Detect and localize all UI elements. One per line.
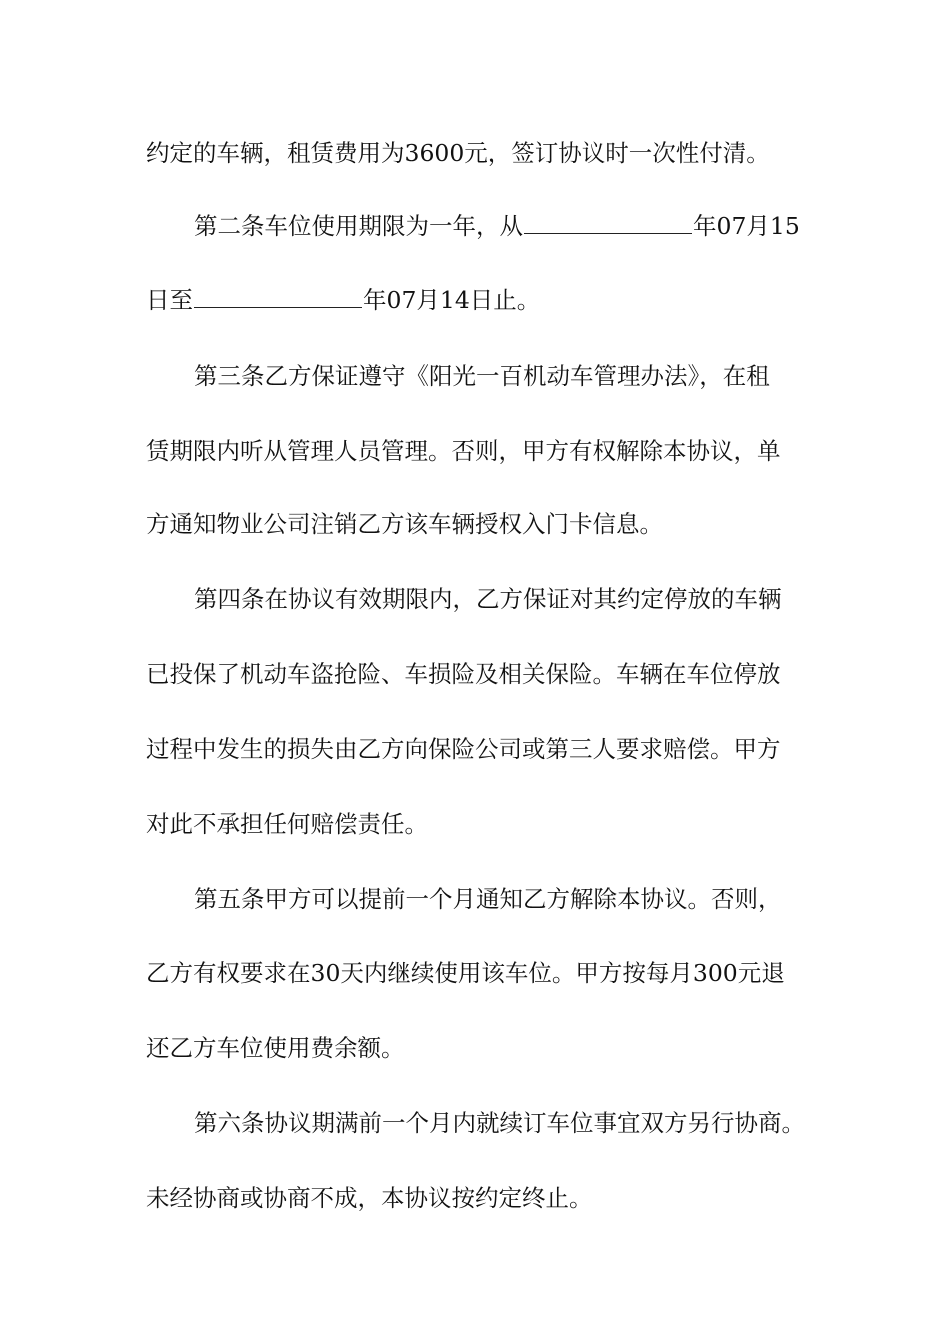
text-line: 未经协商或协商不成，本协议按约定终止。 [146,1184,593,1212]
text-line: 第四条在协议有效期限内，乙方保证对其约定停放的车辆 [194,585,782,613]
text-line: 过程中发生的损失由乙方向保险公司或第三人要求赔偿。甲方 [146,735,781,763]
blank-line [524,213,692,234]
text-line: 第三条乙方保证遵守《阳光一百机动车管理办法》，在租 [194,362,770,390]
text-line: 第五条甲方可以提前一个月通知乙方解除本协议。否则， [194,885,782,913]
text-line: 还乙方车位使用费余额。 [146,1034,405,1062]
text-segment: 年07月14日止。 [363,286,541,314]
text-line: 方通知物业公司注销乙方该车辆授权入门卡信息。 [146,510,663,538]
text-segment: 日至 [146,286,193,314]
blank-line [194,287,362,308]
text-line: 对此不承担任何赔偿责任。 [146,810,428,838]
text-line: 赁期限内听从管理人员管理。否则，甲方有权解除本协议，单 [146,437,781,465]
text-line: 已投保了机动车盗抢险、车损险及相关保险。车辆在车位停放 [146,660,781,688]
text-segment: 年07月15 [693,212,800,240]
text-line: 乙方有权要求在30天内继续使用该车位。甲方按每月300元退 [146,959,785,987]
text-line: 约定的车辆，租赁费用为3600元，签订协议时一次性付清。 [146,139,770,167]
text-segment: 第二条车位使用期限为一年，从 [194,212,523,240]
text-line [194,211,800,241]
text-line [146,285,540,315]
text-line: 第六条协议期满前一个月内就续订车位事宜双方另行协商。 [194,1109,805,1137]
